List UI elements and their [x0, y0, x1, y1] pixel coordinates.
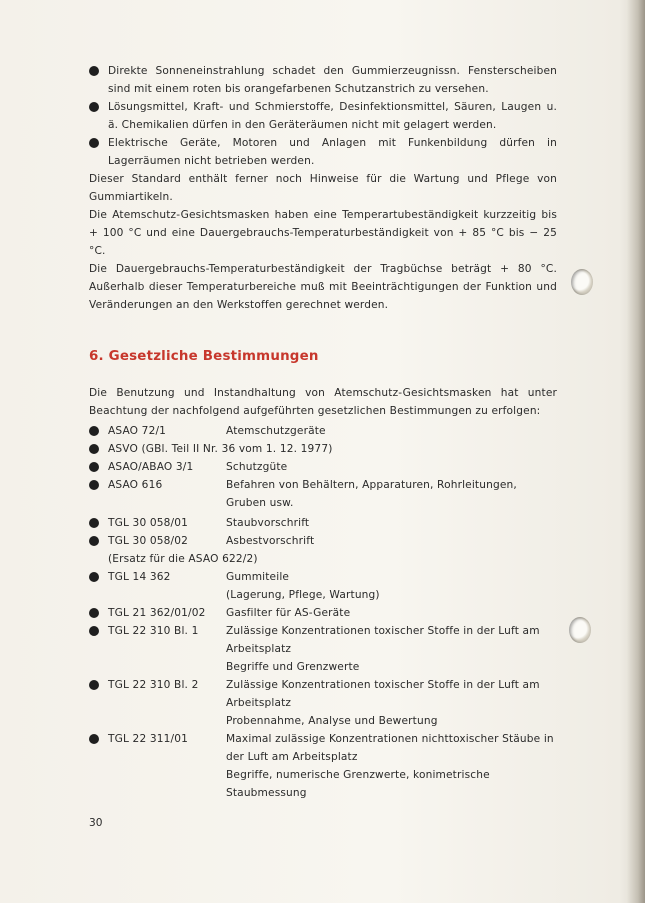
bullet-icon	[89, 680, 99, 690]
regulation-row: ASVO (GBl. Teil II Nr. 36 vom 1. 12. 1977)	[89, 440, 557, 458]
regulation-row: TGL 22 311/01 Maximal zulässige Konzentrationen nichttoxischer Stäube in der Luft am Arbeitsplatz Begriffe, numerische Grenzwerte, konimetrische Staubmessung	[89, 730, 557, 802]
page-content	[89, 62, 557, 802]
page-number: 30	[89, 817, 103, 829]
bullet-icon	[89, 734, 99, 744]
bullet-icon	[89, 518, 99, 528]
regulation-row: TGL 21 362/01/02 Gasfilter für AS-Geräte	[89, 604, 557, 622]
section-heading: 6. Gesetzliche Bestimmungen	[89, 349, 319, 364]
regulation-row: TGL 22 310 Bl. 1 Zulässige Konzentrationen toxischer Stoffe in der Luft am Arbeitsplatz Begriffe und Grenzwerte	[89, 622, 557, 676]
regulation-row: ASAO 616 Befahren von Behältern, Apparaturen, Rohrleitungen, Gruben usw.	[89, 476, 557, 512]
bullet-icon	[89, 444, 99, 454]
regulation-row: TGL 22 310 Bl. 2 Zulässige Konzentrationen toxischer Stoffe in der Luft am Arbeitsplatz Probennahme, Analyse und Bewertung	[89, 676, 557, 730]
bullet-icon	[89, 572, 99, 582]
bullet-icon	[89, 102, 99, 112]
list-item: Direkte Sonneneinstrahlung schadet den Gummierzeugnissn. Fensterscheiben sind mit einem roten bis orangefarbenen Schutzanstrich zu versehen.	[89, 62, 557, 98]
section-intro: Die Benutzung und Instandhaltung von Atemschutz-Gesichtsmasken hat unter Beachtung der nachfolgend aufgeführten gesetzlichen Bestimmungen zu erfolgen:	[89, 387, 557, 417]
bullet-icon	[89, 138, 99, 148]
paragraph-mask-temperature: Die Atemschutz-Gesichtsmasken haben eine Temperartubeständigkeit kurzzeitig bis + 100 °C und eine Dauergebrauchs-Temperaturbeständigkeit von + 85 °C bis − 25 °C.	[89, 209, 557, 257]
bullet-icon	[89, 426, 99, 436]
bullet-icon	[89, 536, 99, 546]
regulation-row: TGL 30 058/02 Asbestvorschrift	[89, 532, 557, 550]
regulation-note: (Ersatz für die ASAO 622/2)	[108, 553, 258, 565]
list-item: Elektrische Geräte, Motoren und Anlagen mit Funkenbildung dürfen in Lagerräumen nicht betrieben werden.	[89, 134, 557, 170]
list-item: Lösungsmittel, Kraft- und Schmierstoffe, Desinfektionsmittel, Säuren, Laugen u. ä. Chemikalien dürfen in den Geräteräumen nicht mit gelagert werden.	[89, 98, 557, 134]
regulation-row: TGL 14 362 Gummiteile (Lagerung, Pflege, Wartung)	[89, 568, 557, 604]
paragraph-maintenance: Dieser Standard enthält ferner noch Hinweise für die Wartung und Pflege von Gummiartikeln.	[89, 173, 557, 203]
regulations-list	[89, 422, 557, 802]
regulation-row: ASAO 72/1 Atemschutzgeräte	[89, 422, 557, 440]
regulation-row: ASAO/ABAO 3/1 Schutzgüte	[89, 458, 557, 476]
bullet-icon	[89, 66, 99, 76]
bullet-icon	[89, 608, 99, 618]
book-spine-shadow	[627, 0, 645, 903]
bullet-icon	[89, 480, 99, 490]
regulation-row: TGL 30 058/01 Staubvorschrift	[89, 514, 557, 532]
bullet-icon	[89, 462, 99, 472]
punch-hole-bottom	[569, 617, 591, 643]
paragraph-canister-temperature: Die Dauergebrauchs-Temperaturbeständigkeit der Tragbüchse beträgt + 80 °C. Außerhalb dieser Temperaturbereiche muß mit Beeinträchtigungen der Funktion und Veränderungen an den Werkstoffen gerechnet werden.	[89, 263, 557, 311]
punch-hole-top	[571, 269, 593, 295]
bullet-icon	[89, 626, 99, 636]
